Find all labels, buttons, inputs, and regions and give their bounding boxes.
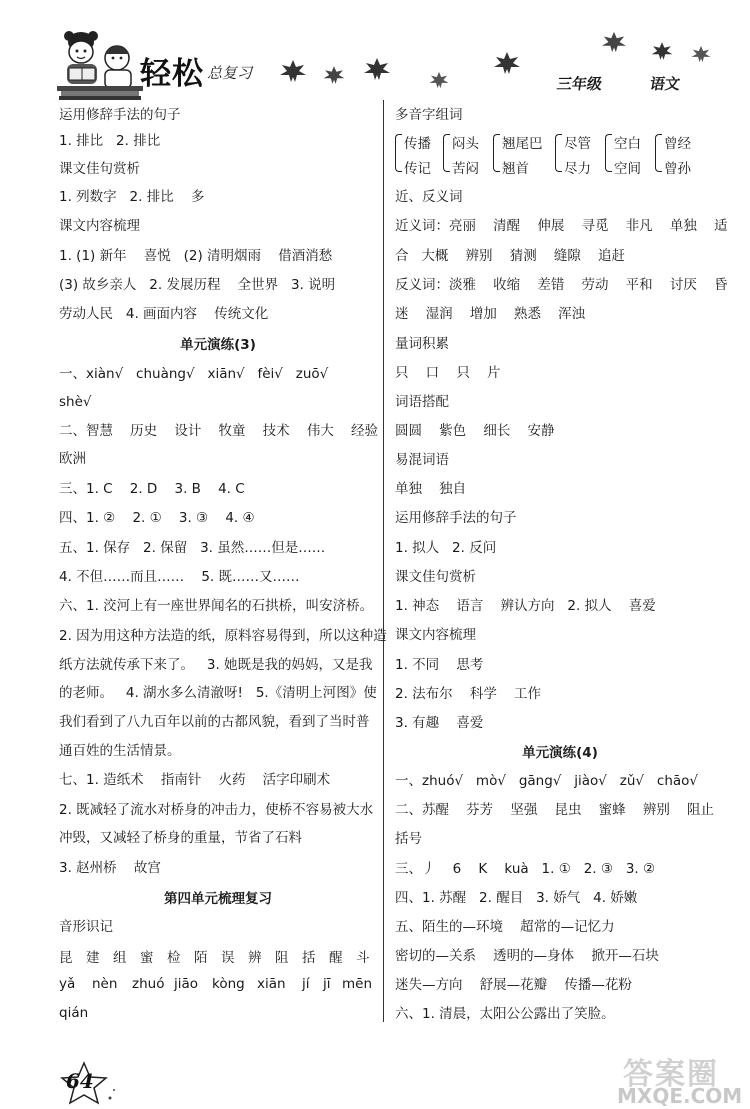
answer-line: 欧洲 <box>59 451 86 467</box>
maple-leaf-icon <box>428 70 450 90</box>
page-number: 64 <box>66 1069 94 1093</box>
answer-line: 圆圆 紫色 细长 安静 <box>395 423 555 439</box>
answer-line: 四、1. ② 2. ① 3. ③ 4. ④ <box>59 510 255 526</box>
column-divider <box>383 100 384 1022</box>
character: 醒 <box>329 950 343 966</box>
answer-line: 只 口 只 片 <box>395 365 501 381</box>
answer-line: 1. 拟人 2. 反问 <box>395 540 497 556</box>
polyphone-group <box>655 130 715 178</box>
character: 误 <box>221 950 235 966</box>
answer-line: 通百姓的生活情景。 <box>59 743 181 759</box>
maple-leaf-icon <box>322 64 346 86</box>
polyphone-group <box>555 130 611 178</box>
polyphone-word: 曾经 <box>664 136 691 152</box>
page-header <box>0 0 750 100</box>
character: 建 <box>86 950 100 966</box>
pinyin: xiān <box>257 976 286 992</box>
maple-leaf-icon <box>362 56 392 82</box>
book-title: 轻松 <box>140 56 204 92</box>
character: 检 <box>167 950 181 966</box>
answer-line: 三、丿 6 K kuà 1. ① 2. ③ 3. ② <box>395 861 656 877</box>
pinyin: jí <box>302 976 310 992</box>
pinyin: kòng <box>212 976 245 992</box>
maple-leaf-icon <box>690 44 712 64</box>
answer-line: 1. 排比 2. 排比 <box>59 133 161 149</box>
pinyin: jiāo <box>174 976 199 992</box>
pinyin: jī <box>323 976 331 992</box>
answer-line: shè√ <box>59 394 92 410</box>
polyphone-word: 传播 <box>404 136 431 152</box>
answer-line: 迷失—方向 舒展—花瓣 传播—花粉 <box>395 977 632 993</box>
section-heading: 课文内容梳理 <box>59 218 140 234</box>
section-heading: 词语搭配 <box>395 394 449 410</box>
answer-line: 4. 不但……而且…… 5. 既……又…… <box>59 569 300 585</box>
pinyin: yǎ <box>59 976 76 992</box>
character: 斗 <box>356 950 370 966</box>
polyphone-word: 空白 <box>614 136 641 152</box>
answer-line: 单独 独自 <box>395 481 467 497</box>
polyphone-word: 翘尾巴 <box>502 136 543 152</box>
answer-line: 2. 既减轻了流水对桥身的冲击力，使桥不容易被大水 <box>59 802 374 818</box>
answer-line: 六、1. 清晨，太阳公公露出了笑脸。 <box>395 1006 615 1022</box>
section-heading: 音形识记 <box>59 919 113 935</box>
polyphone-word: 闷头 <box>452 136 479 152</box>
polyphone-group <box>443 130 499 178</box>
maple-leaf-icon <box>278 58 308 84</box>
character: 昆 <box>59 950 73 966</box>
section-heading: 多音字组词 <box>395 107 463 123</box>
reading-children-illustration <box>55 28 145 100</box>
section-heading: 易混词语 <box>395 452 449 468</box>
section-heading: 量词积累 <box>395 336 449 352</box>
answer-line: 劳动人民 4. 画面内容 传统文化 <box>59 306 269 322</box>
subject-label: 语文 <box>648 75 682 93</box>
answer-line: (3) 故乡亲人 2. 发展历程 全世界 3. 说明 <box>59 277 336 293</box>
character: 组 <box>113 950 127 966</box>
maple-leaf-icon <box>650 40 674 62</box>
answer-line: 括号 <box>395 831 422 847</box>
answer-line: 3. 赵州桥 故宫 <box>59 860 161 876</box>
answer-line: 3. 有趣 喜爱 <box>395 715 484 731</box>
polyphone-word: 曾孙 <box>664 161 691 177</box>
answer-line: 我们看到了八九百年以前的古都风貌，看到了当时普 <box>59 714 370 730</box>
answer-line: 2. 因为用这种方法造的纸，原料容易得到，所以这种造 <box>59 628 387 644</box>
book-subtitle: 总复习 <box>207 64 253 82</box>
answer-line: 1. 神态 语言 辨认方向 2. 拟人 喜爱 <box>395 598 656 614</box>
answer-line: 迷 湿润 增加 熟悉 浑浊 <box>395 306 586 322</box>
answer-line: 1. (1) 新年 喜悦 (2) 清明烟雨 借酒消愁 <box>59 248 333 264</box>
section-heading: 课文佳句赏析 <box>395 569 476 585</box>
unit-drill-3-heading: 单元演练(3) <box>180 337 256 353</box>
answer-line: 密切的—关系 透明的—身体 掀开—石块 <box>395 948 659 964</box>
answer-line: 反义词：淡雅 收缩 差错 劳动 平和 讨厌 昏 <box>395 277 728 293</box>
pinyin-row <box>59 976 377 996</box>
answer-line: 2. 法布尔 科学 工作 <box>395 686 542 702</box>
character: 阻 <box>275 950 289 966</box>
polyphone-word: 苦闷 <box>452 161 479 177</box>
polyphone-word: 尽管 <box>564 136 591 152</box>
unit-4-review-heading: 第四单元梳理复习 <box>164 891 272 907</box>
section-heading: 课文内容梳理 <box>395 627 476 643</box>
character: 辨 <box>248 950 262 966</box>
character: 括 <box>302 950 316 966</box>
polyphone-group <box>493 130 559 178</box>
answer-line: 二、苏醒 芬芳 坚强 昆虫 蜜蜂 辨别 阻止 <box>395 802 714 818</box>
answer-line: 五、陌生的—环境 超常的—记忆力 <box>395 919 615 935</box>
answer-line: 的老师。 4. 湖水多么清澈呀! 5.《清明上河图》使 <box>59 685 377 701</box>
polyphone-group <box>605 130 661 178</box>
character: 蜜 <box>140 950 154 966</box>
maple-leaf-icon <box>492 50 522 76</box>
polyphone-word: 空间 <box>614 161 641 177</box>
answer-line: 一、zhuó√ mò√ gāng√ jiào√ zǔ√ chāo√ <box>395 773 699 789</box>
answer-line: 合 大概 辨别 猜测 缝隙 追赶 <box>395 248 626 264</box>
answer-line: 一、xiàn√ chuàng√ xiān√ fèi√ zuō√ <box>59 366 329 382</box>
pinyin: mēn <box>342 976 373 992</box>
section-heading: 运用修辞手法的句子 <box>395 510 517 526</box>
grade-label: 三年级 <box>555 75 604 93</box>
answer-line: 三、1. C 2. D 3. B 4. C <box>59 481 245 497</box>
pinyin: qián <box>59 1005 89 1021</box>
character-row <box>59 946 377 966</box>
answer-line: 六、1. 洨河上有一座世界闻名的石拱桥，叫安济桥。 <box>59 598 374 614</box>
section-heading: 运用修辞手法的句子 <box>59 107 181 123</box>
answer-line: 五、1. 保存 2. 保留 3. 虽然……但是…… <box>59 540 326 556</box>
section-heading: 近、反义词 <box>395 189 463 205</box>
answer-line: 1. 列数字 2. 排比 多 <box>59 189 205 205</box>
answer-line: 冲毁，又减轻了桥身的重量，节省了石料 <box>59 830 302 846</box>
watermark-url: MXQE.COM <box>617 1084 743 1108</box>
answer-line: 四、1. 苏醒 2. 醒目 3. 娇气 4. 娇嫩 <box>395 890 638 906</box>
watermark-logo: 答案圈 <box>623 1057 719 1092</box>
pinyin: nèn <box>92 976 118 992</box>
answer-line: 二、智慧 历史 设计 牧童 技术 伟大 经验 <box>59 423 378 439</box>
answer-line: 近义词：亮丽 清醒 伸展 寻觅 非凡 单独 适 <box>395 218 728 234</box>
polyphone-word: 尽力 <box>564 161 591 177</box>
answer-line: 七、1. 造纸术 指南针 火药 活字印刷术 <box>59 772 331 788</box>
polyphone-word: 传记 <box>404 161 431 177</box>
answer-line: 1. 不同 思考 <box>395 657 484 673</box>
section-heading: 课文佳句赏析 <box>59 161 140 177</box>
character: 陌 <box>194 950 208 966</box>
answer-line: 纸方法就传承下来了。 3. 她既是我的妈妈，又是我 <box>59 657 373 673</box>
unit-drill-4-heading: 单元演练(4) <box>522 745 598 761</box>
maple-leaf-icon <box>600 30 628 54</box>
polyphone-word: 翘首 <box>502 161 529 177</box>
pinyin: zhuó <box>132 976 165 992</box>
